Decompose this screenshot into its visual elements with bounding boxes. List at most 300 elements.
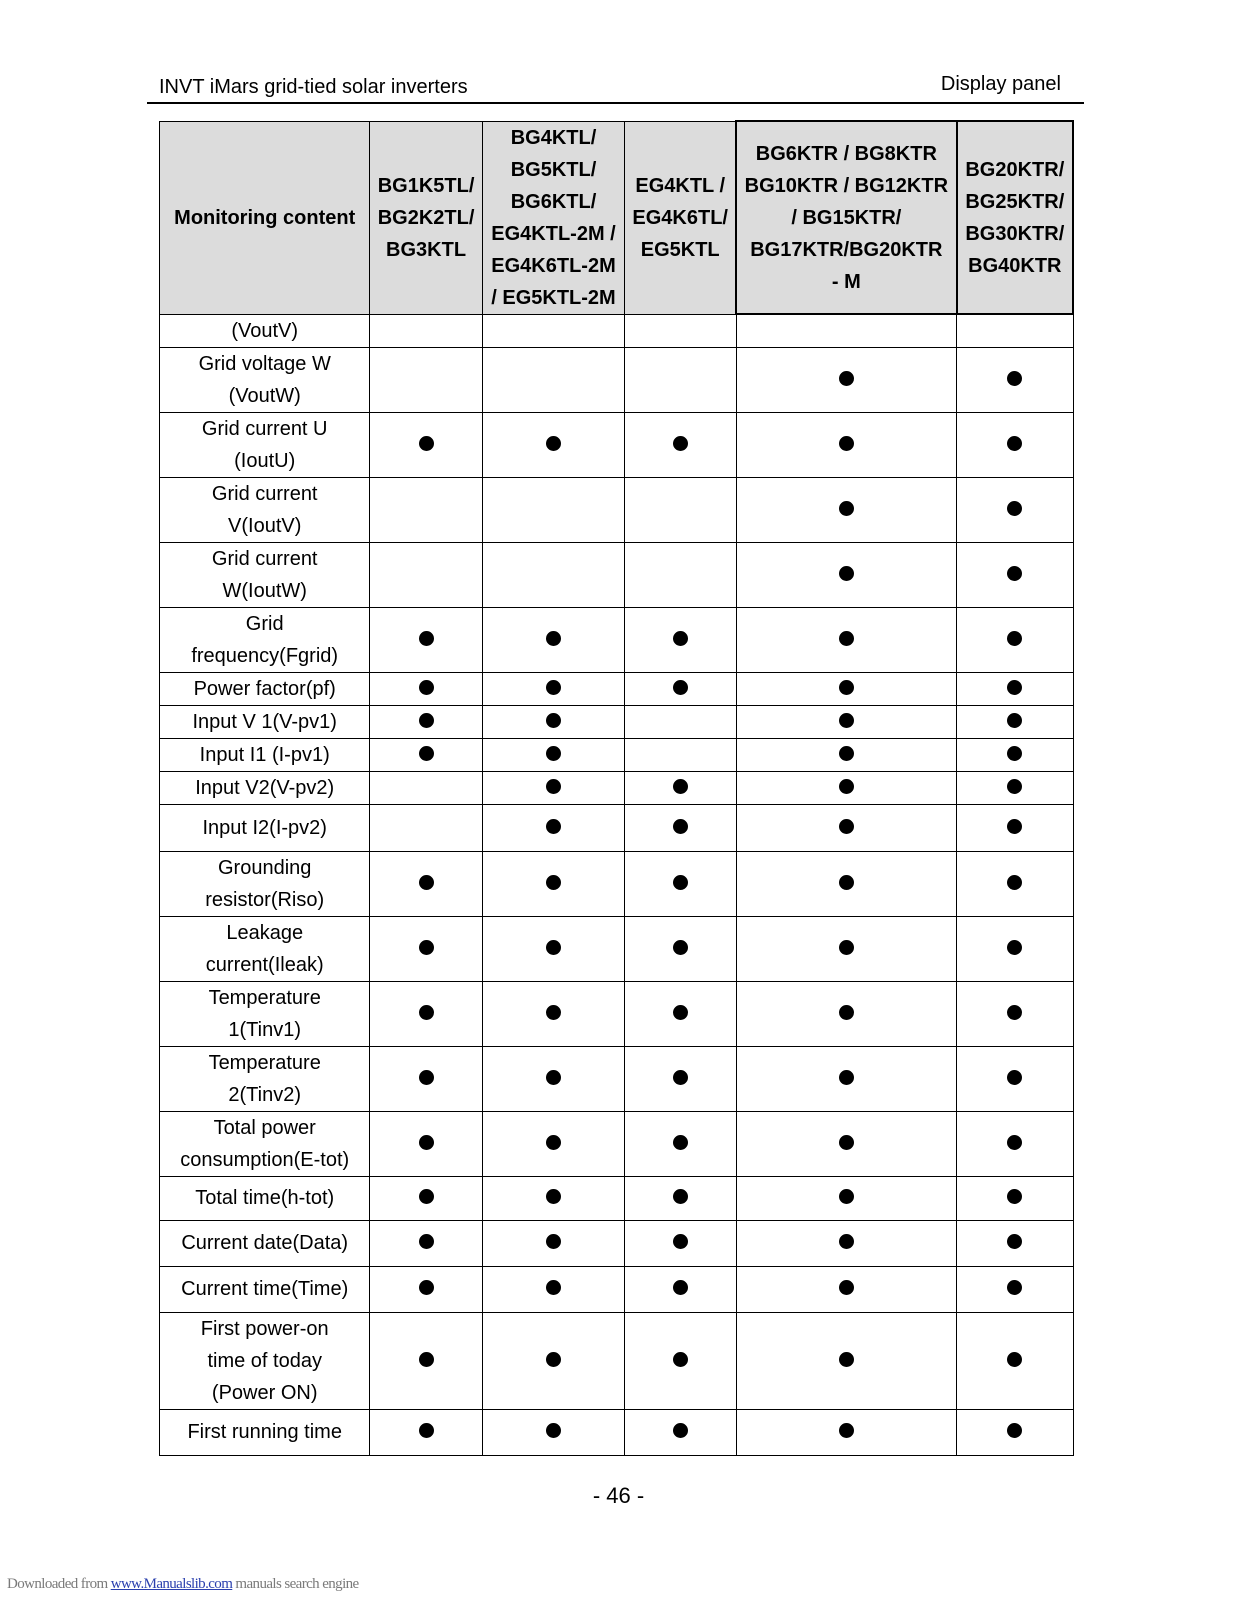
support-cell: [482, 981, 625, 1046]
support-cell: [370, 542, 482, 607]
row-label-line: (VoutW): [228, 384, 301, 407]
supported-dot-icon: [839, 1234, 854, 1249]
support-cell: [370, 347, 482, 412]
supported-dot-icon: [673, 1005, 688, 1020]
supported-dot-icon: [1007, 1280, 1022, 1295]
support-cell: [736, 1409, 957, 1455]
header-line: BG2K2TL/: [377, 206, 475, 229]
supported-dot-icon: [419, 436, 434, 451]
supported-dot-icon: [546, 680, 561, 695]
support-cell: [736, 1266, 957, 1312]
supported-dot-icon: [839, 1070, 854, 1085]
support-cell: [482, 738, 625, 771]
row-label: [160, 1312, 370, 1409]
table-row: [160, 477, 1074, 542]
support-cell: [957, 542, 1073, 607]
header-line: / EG5KTL-2M: [491, 286, 616, 309]
support-cell: [625, 1409, 736, 1455]
support-cell: [625, 477, 736, 542]
row-label-line: Leakage: [226, 921, 304, 944]
header-line: BG40KTR: [968, 254, 1062, 277]
support-cell: [957, 1266, 1073, 1312]
supported-dot-icon: [673, 940, 688, 955]
supported-dot-icon: [839, 779, 854, 794]
row-label: [160, 477, 370, 542]
supported-dot-icon: [419, 940, 434, 955]
support-cell: [625, 412, 736, 477]
support-cell: [625, 314, 736, 347]
row-label-line: Current time(Time): [181, 1278, 349, 1300]
supported-dot-icon: [673, 1352, 688, 1367]
supported-dot-icon: [839, 713, 854, 728]
supported-dot-icon: [546, 1352, 561, 1367]
support-cell: [625, 851, 736, 916]
table-row: [160, 1176, 1074, 1220]
supported-dot-icon: [546, 1423, 561, 1438]
support-cell: [370, 477, 482, 542]
table-body: [160, 314, 1074, 1455]
support-cell: [736, 347, 957, 412]
supported-dot-icon: [419, 746, 434, 761]
header-line: BG6KTR / BG8KTR: [755, 142, 937, 165]
column-header-model-group-3: [625, 121, 736, 314]
page-number: - 46 -: [592, 1483, 645, 1508]
header-line: BG17KTR/BG20KTR: [750, 238, 943, 261]
row-label: [160, 347, 370, 412]
support-cell: [957, 477, 1073, 542]
row-label: [160, 1176, 370, 1220]
support-cell: [736, 1220, 957, 1266]
supported-dot-icon: [839, 940, 854, 955]
support-cell: [370, 1409, 482, 1455]
column-header-model-group-2: [482, 121, 625, 314]
support-cell: [625, 738, 736, 771]
table-row: [160, 542, 1074, 607]
supported-dot-icon: [839, 566, 854, 581]
supported-dot-icon: [673, 875, 688, 890]
support-cell: [625, 1111, 736, 1176]
header-line: Monitoring content: [174, 206, 356, 229]
supported-dot-icon: [673, 1189, 688, 1204]
column-header-model-group-4: [736, 121, 957, 314]
row-label-line: consumption(E-tot): [180, 1148, 350, 1171]
support-cell: [370, 738, 482, 771]
row-label-line: current(Ileak): [205, 953, 324, 976]
row-label-line: First running time: [187, 1421, 342, 1443]
header-line: BG30KTR/: [965, 222, 1065, 245]
support-cell: [957, 851, 1073, 916]
support-cell: [736, 851, 957, 916]
supported-dot-icon: [673, 1234, 688, 1249]
supported-dot-icon: [419, 1005, 434, 1020]
supported-dot-icon: [419, 1070, 434, 1085]
row-label-line: 1(Tinv1): [228, 1018, 301, 1041]
header-line: - M: [831, 270, 861, 293]
supported-dot-icon: [1007, 631, 1022, 646]
supported-dot-icon: [546, 1234, 561, 1249]
support-cell: [482, 347, 625, 412]
support-cell: [625, 672, 736, 705]
support-cell: [957, 705, 1073, 738]
header-line: BG3KTL: [386, 238, 467, 261]
row-label-line: Temperature: [208, 1051, 321, 1074]
header-line: / BG15KTR/: [791, 206, 902, 229]
row-label: [160, 916, 370, 981]
header-line: BG20KTR/: [965, 158, 1065, 181]
support-cell: [482, 705, 625, 738]
supported-dot-icon: [1007, 1423, 1022, 1438]
supported-dot-icon: [419, 1135, 434, 1150]
table-row: [160, 804, 1074, 851]
supported-dot-icon: [546, 746, 561, 761]
support-cell: [370, 1046, 482, 1111]
support-cell: [957, 347, 1073, 412]
support-cell: [370, 1220, 482, 1266]
row-label: [160, 771, 370, 804]
support-cell: [370, 981, 482, 1046]
footer-prefix: Downloaded from: [7, 1576, 111, 1592]
support-cell: [736, 705, 957, 738]
table-row: [160, 412, 1074, 477]
supported-dot-icon: [839, 875, 854, 890]
row-label: [160, 804, 370, 851]
support-cell: [482, 804, 625, 851]
support-cell: [370, 412, 482, 477]
support-cell: [482, 771, 625, 804]
support-cell: [625, 916, 736, 981]
supported-dot-icon: [673, 1423, 688, 1438]
supported-dot-icon: [546, 713, 561, 728]
support-cell: [370, 804, 482, 851]
supported-dot-icon: [673, 819, 688, 834]
support-cell: [957, 738, 1073, 771]
header-line: BG1K5TL/: [377, 174, 475, 197]
table-row: [160, 1111, 1074, 1176]
header-line: BG6KTL/: [510, 190, 597, 213]
support-cell: [370, 1111, 482, 1176]
support-cell: [482, 1111, 625, 1176]
support-cell: [370, 314, 482, 347]
supported-dot-icon: [1007, 1005, 1022, 1020]
supported-dot-icon: [839, 1135, 854, 1150]
header-line: EG4K6TL/: [632, 206, 728, 229]
row-label-line: Input V2(V-pv2): [195, 776, 335, 799]
table-row: [160, 981, 1074, 1046]
supported-dot-icon: [419, 713, 434, 728]
supported-dot-icon: [419, 1280, 434, 1295]
supported-dot-icon: [419, 680, 434, 695]
supported-dot-icon: [673, 631, 688, 646]
support-cell: [736, 412, 957, 477]
supported-dot-icon: [673, 1135, 688, 1150]
section-title: Display panel: [940, 73, 1061, 95]
row-label-line: Temperature: [208, 986, 321, 1009]
support-cell: [625, 705, 736, 738]
header-line: BG5KTL/: [510, 158, 597, 181]
row-label: [160, 738, 370, 771]
column-header-model-group-5: [957, 121, 1073, 314]
support-cell: [957, 412, 1073, 477]
supported-dot-icon: [546, 940, 561, 955]
row-label-line: Grid voltage W: [198, 352, 331, 375]
support-cell: [957, 1220, 1073, 1266]
row-label-line: Grid current: [211, 482, 318, 505]
column-header-monitoring-content: [160, 121, 370, 314]
support-cell: [625, 1312, 736, 1409]
supported-dot-icon: [419, 1234, 434, 1249]
supported-dot-icon: [673, 779, 688, 794]
supported-dot-icon: [1007, 746, 1022, 761]
support-cell: [957, 771, 1073, 804]
support-cell: [482, 1266, 625, 1312]
header-line: EG4KTL /: [635, 174, 726, 197]
column-header-model-group-1: [370, 121, 482, 314]
supported-dot-icon: [1007, 819, 1022, 834]
row-label: [160, 981, 370, 1046]
table-row: [160, 1312, 1074, 1409]
support-cell: [625, 542, 736, 607]
support-cell: [370, 851, 482, 916]
row-label-line: frequency(Fgrid): [191, 644, 339, 667]
supported-dot-icon: [546, 1135, 561, 1150]
support-cell: [370, 1266, 482, 1312]
row-label-line: Input V 1(V-pv1): [192, 710, 337, 733]
support-cell: [957, 1046, 1073, 1111]
header-divider: [147, 102, 1084, 104]
footer-suffix: manuals search engine: [232, 1576, 359, 1592]
row-label-line: (IoutU): [234, 449, 296, 472]
supported-dot-icon: [546, 631, 561, 646]
supported-dot-icon: [1007, 436, 1022, 451]
support-cell: [482, 672, 625, 705]
support-cell: [957, 607, 1073, 672]
support-cell: [625, 607, 736, 672]
support-cell: [736, 314, 957, 347]
supported-dot-icon: [419, 1423, 434, 1438]
supported-dot-icon: [546, 1189, 561, 1204]
support-cell: [957, 981, 1073, 1046]
supported-dot-icon: [1007, 1135, 1022, 1150]
row-label: [160, 607, 370, 672]
support-cell: [736, 1111, 957, 1176]
supported-dot-icon: [839, 1280, 854, 1295]
supported-dot-icon: [546, 819, 561, 834]
support-cell: [736, 1046, 957, 1111]
support-cell: [482, 412, 625, 477]
row-label-line: Grid current: [211, 547, 318, 570]
support-cell: [736, 804, 957, 851]
supported-dot-icon: [839, 1005, 854, 1020]
support-cell: [957, 916, 1073, 981]
support-cell: [957, 1312, 1073, 1409]
support-cell: [736, 771, 957, 804]
support-cell: [736, 607, 957, 672]
support-cell: [736, 1312, 957, 1409]
support-cell: [482, 1046, 625, 1111]
supported-dot-icon: [419, 875, 434, 890]
supported-dot-icon: [1007, 371, 1022, 386]
support-cell: [370, 1312, 482, 1409]
table-row: [160, 672, 1074, 705]
row-label-line: Total time(h-tot): [195, 1187, 335, 1209]
supported-dot-icon: [546, 1280, 561, 1295]
support-cell: [482, 1409, 625, 1455]
supported-dot-icon: [1007, 875, 1022, 890]
supported-dot-icon: [1007, 680, 1022, 695]
support-cell: [370, 705, 482, 738]
row-label: [160, 851, 370, 916]
support-cell: [625, 804, 736, 851]
supported-dot-icon: [839, 631, 854, 646]
supported-dot-icon: [1007, 501, 1022, 516]
supported-dot-icon: [1007, 713, 1022, 728]
supported-dot-icon: [839, 436, 854, 451]
document-header-title: INVT iMars grid-tied solar inverters: [159, 76, 468, 98]
row-label: [160, 672, 370, 705]
support-cell: [482, 477, 625, 542]
supported-dot-icon: [1007, 779, 1022, 794]
row-label-line: Grid: [245, 612, 284, 635]
header-line: BG25KTR/: [965, 190, 1065, 213]
support-cell: [370, 672, 482, 705]
supported-dot-icon: [1007, 1070, 1022, 1085]
row-label: [160, 1111, 370, 1176]
row-label-line: Power factor(pf): [193, 677, 336, 700]
supported-dot-icon: [839, 819, 854, 834]
support-cell: [736, 981, 957, 1046]
support-cell: [370, 1176, 482, 1220]
supported-dot-icon: [546, 1070, 561, 1085]
table-row: [160, 1220, 1074, 1266]
supported-dot-icon: [839, 680, 854, 695]
support-cell: [736, 1176, 957, 1220]
table-row: [160, 607, 1074, 672]
support-cell: [482, 607, 625, 672]
supported-dot-icon: [839, 1423, 854, 1438]
support-cell: [957, 1111, 1073, 1176]
row-label: [160, 412, 370, 477]
supported-dot-icon: [673, 680, 688, 695]
support-cell: [625, 1046, 736, 1111]
support-cell: [957, 1409, 1073, 1455]
support-cell: [370, 771, 482, 804]
monitoring-content-table: [159, 120, 1074, 1456]
table-row: [160, 705, 1074, 738]
supported-dot-icon: [673, 1280, 688, 1295]
table-row: [160, 851, 1074, 916]
supported-dot-icon: [419, 1189, 434, 1204]
support-cell: [482, 1312, 625, 1409]
supported-dot-icon: [546, 779, 561, 794]
row-label-line: Input I2(I-pv2): [202, 816, 327, 839]
row-label: [160, 1046, 370, 1111]
row-label: [160, 1266, 370, 1312]
support-cell: [957, 804, 1073, 851]
row-label-line: First power-on: [200, 1317, 329, 1340]
support-cell: [625, 771, 736, 804]
row-label: [160, 542, 370, 607]
row-label: [160, 1409, 370, 1455]
support-cell: [370, 916, 482, 981]
support-cell: [625, 981, 736, 1046]
row-label-line: Grid current U: [201, 417, 328, 440]
table-row: [160, 314, 1074, 347]
table-row: [160, 1409, 1074, 1455]
support-cell: [957, 672, 1073, 705]
row-label-line: Input I1 (I-pv1): [199, 743, 330, 766]
support-cell: [736, 672, 957, 705]
row-label: [160, 314, 370, 347]
support-cell: [482, 1220, 625, 1266]
supported-dot-icon: [673, 436, 688, 451]
table-row: [160, 738, 1074, 771]
table-row: [160, 1266, 1074, 1312]
row-label-line: Current date(Data): [181, 1232, 349, 1254]
row-label-line: time of today: [207, 1349, 322, 1372]
support-cell: [482, 916, 625, 981]
header-line: EG5KTL: [640, 238, 720, 261]
support-cell: [482, 851, 625, 916]
download-footer: [7, 1576, 359, 1593]
supported-dot-icon: [1007, 1189, 1022, 1204]
supported-dot-icon: [839, 746, 854, 761]
support-cell: [482, 542, 625, 607]
support-cell: [625, 1266, 736, 1312]
row-label: [160, 1220, 370, 1266]
supported-dot-icon: [1007, 1234, 1022, 1249]
supported-dot-icon: [1007, 566, 1022, 581]
row-label-line: Grounding: [218, 856, 312, 879]
support-cell: [736, 477, 957, 542]
supported-dot-icon: [1007, 940, 1022, 955]
support-cell: [957, 314, 1073, 347]
row-label-line: Total power: [213, 1116, 316, 1139]
row-label-line: V(IoutV): [228, 514, 302, 537]
header-line: BG4KTL/: [510, 126, 597, 149]
row-label-line: (VoutV): [231, 319, 299, 342]
table-header: [160, 121, 1074, 314]
support-cell: [736, 738, 957, 771]
table-row: [160, 1046, 1074, 1111]
supported-dot-icon: [839, 501, 854, 516]
supported-dot-icon: [419, 631, 434, 646]
header-line: EG4K6TL-2M: [491, 254, 616, 277]
table-row: [160, 916, 1074, 981]
supported-dot-icon: [1007, 1352, 1022, 1367]
row-label-line: W(IoutW): [222, 579, 307, 602]
manualslib-link[interactable]: www.Manualslib.com: [110, 1576, 233, 1592]
row-label: [160, 705, 370, 738]
supported-dot-icon: [839, 1352, 854, 1367]
header-line: BG10KTR / BG12KTR: [744, 174, 949, 197]
support-cell: [736, 916, 957, 981]
supported-dot-icon: [546, 1005, 561, 1020]
table-row: [160, 771, 1074, 804]
support-cell: [625, 1176, 736, 1220]
support-cell: [625, 1220, 736, 1266]
table-row: [160, 347, 1074, 412]
support-cell: [370, 607, 482, 672]
support-cell: [482, 314, 625, 347]
supported-dot-icon: [419, 1352, 434, 1367]
supported-dot-icon: [839, 1189, 854, 1204]
supported-dot-icon: [546, 875, 561, 890]
support-cell: [482, 1176, 625, 1220]
supported-dot-icon: [673, 1070, 688, 1085]
row-label-line: 2(Tinv2): [228, 1083, 301, 1106]
row-label-line: resistor(Riso): [205, 888, 325, 911]
supported-dot-icon: [546, 436, 561, 451]
